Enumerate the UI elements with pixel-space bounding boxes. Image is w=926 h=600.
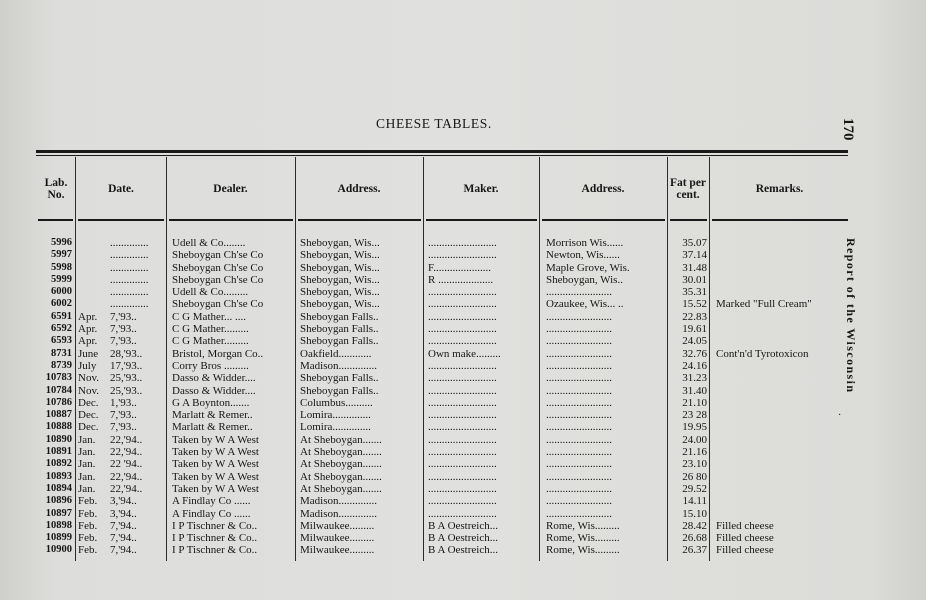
maker-cell: ......................... <box>428 421 497 434</box>
header-dealer: Dealer. <box>213 183 248 195</box>
lab-no-cell: 5996 <box>51 237 72 248</box>
fat-cell: 23 28 <box>682 409 707 422</box>
maker-address-cell: ........................ <box>546 286 612 299</box>
fat-cell: 29.52 <box>682 482 707 495</box>
lab-no-cell: 10786 <box>45 396 72 408</box>
remarks-cell: Filled cheese <box>716 519 774 532</box>
lab-no-cell: 10898 <box>45 519 72 531</box>
maker-address-cell: Ozaukee, Wis... .. <box>546 298 624 311</box>
address-cell: Sheboygan, Wis... <box>300 273 380 286</box>
lab-no-cell: 10894 <box>45 482 72 494</box>
lab-no-cell: 6002 <box>51 298 72 310</box>
day-cell: 7,'94.. <box>110 544 137 557</box>
fat-cell: 21.10 <box>682 396 707 409</box>
maker-address-cell: Rome, Wis......... <box>546 532 620 545</box>
header-date: Date. <box>108 183 134 195</box>
day-cell: 28,'93.. <box>110 347 143 360</box>
month-cell: Feb. <box>78 532 98 545</box>
dealer-cell: Taken by W A West <box>172 433 259 446</box>
table-row <box>0 421 926 433</box>
lab-no-cell: 10900 <box>45 544 72 556</box>
maker-address-cell: ........................ <box>546 482 612 495</box>
maker-address-cell: Rome, Wis......... <box>546 544 620 557</box>
table-row <box>0 372 926 384</box>
fat-cell: 26.37 <box>682 544 707 557</box>
fat-cell: 23.10 <box>682 458 707 471</box>
dealer-cell: Taken by W A West <box>172 446 259 459</box>
maker-address-cell: ........................ <box>546 495 612 508</box>
lab-no-cell: 10891 <box>45 446 72 458</box>
maker-address-cell: ........................ <box>546 359 612 372</box>
address-cell: Sheboygan Falls.. <box>300 335 379 348</box>
maker-cell: ......................... <box>428 384 497 397</box>
address-cell: Lomira.............. <box>300 409 371 422</box>
table-row <box>0 544 926 556</box>
maker-address-cell: Morrison Wis...... <box>546 237 624 249</box>
maker-cell: ......................... <box>428 298 497 311</box>
header-address: Address. <box>337 183 381 195</box>
fat-cell: 37.14 <box>682 249 707 262</box>
lab-no-cell: 10899 <box>45 532 72 544</box>
maker-address-cell: ........................ <box>546 433 612 446</box>
maker-cell: ......................... <box>428 409 497 422</box>
maker-address-cell: ........................ <box>546 409 612 422</box>
day-cell: 25,'93.. <box>110 384 143 397</box>
maker-cell: ......................... <box>428 310 497 323</box>
fat-cell: 35.31 <box>682 286 707 299</box>
day-cell: 3,'94.. <box>110 495 137 508</box>
month-cell: Jan. <box>78 482 96 495</box>
dealer-cell: Bristol, Morgan Co.. <box>172 347 264 360</box>
dealer-cell: Sheboygan Ch'se Co <box>172 249 264 262</box>
maker-address-cell: Newton, Wis...... <box>546 249 620 262</box>
lab-no-cell: 8731 <box>51 347 72 359</box>
maker-address-cell: ........................ <box>546 458 612 471</box>
table-row <box>0 385 926 397</box>
lab-no-cell: 10896 <box>45 495 72 507</box>
address-cell: At Sheboygan....... <box>300 482 382 495</box>
maker-address-cell: ........................ <box>546 372 612 385</box>
dealer-cell: I P Tischner & Co.. <box>172 544 258 557</box>
maker-address-cell: ........................ <box>546 310 612 323</box>
month-cell: Apr. <box>78 323 98 336</box>
remarks-cell: Cont'n'd Tyrotoxicon <box>716 347 809 360</box>
header-underline <box>298 219 421 221</box>
table-row <box>0 274 926 286</box>
header-underline <box>542 219 665 221</box>
dealer-cell: Sheboygan Ch'se Co <box>172 261 264 274</box>
table-row <box>0 520 926 532</box>
table-row <box>0 434 926 446</box>
address-cell: Madison.............. <box>300 359 377 372</box>
maker-cell: ......................... <box>428 495 497 508</box>
remarks-cell: Filled cheese <box>716 544 774 557</box>
address-cell: Sheboygan, Wis... <box>300 249 380 262</box>
remarks-cell: Filled cheese <box>716 532 774 545</box>
lab-no-cell: 8739 <box>51 359 72 371</box>
lab-no-cell: 6591 <box>51 310 72 322</box>
header-maker: Maker. <box>463 183 499 195</box>
table-row <box>0 458 926 470</box>
dealer-cell: Corry Bros ......... <box>172 359 249 372</box>
fat-cell: 32.76 <box>682 347 707 360</box>
header-address-2: Address. <box>581 183 625 195</box>
fat-cell: 15.52 <box>682 298 707 311</box>
address-cell: At Sheboygan....... <box>300 433 382 446</box>
dealer-cell: Taken by W A West <box>172 458 259 471</box>
header-remarks: Remarks. <box>755 183 804 195</box>
running-head: Report of the Wisconsin <box>844 238 858 394</box>
header-underline <box>426 219 537 221</box>
fat-cell: 24.00 <box>682 433 707 446</box>
day-cell: 22,'94.. <box>110 446 143 459</box>
maker-cell: ......................... <box>428 470 497 483</box>
table-row <box>0 360 926 372</box>
day-cell: 25,'93.. <box>110 372 143 385</box>
lab-no-cell: 10892 <box>45 458 72 470</box>
dealer-cell: Udell & Co......... <box>172 286 249 299</box>
table-row <box>0 483 926 495</box>
maker-cell: ......................... <box>428 446 497 459</box>
maker-address-cell: ........................ <box>546 446 612 459</box>
month-cell: Jan. <box>78 433 96 446</box>
month-cell: Jan. <box>78 446 96 459</box>
maker-cell: ......................... <box>428 237 497 249</box>
day-cell: 7,'94.. <box>110 532 137 545</box>
day-cell: .............. <box>110 249 149 262</box>
day-cell: 7,'93.. <box>110 335 137 348</box>
maker-cell: ......................... <box>428 359 497 372</box>
table-row <box>0 335 926 347</box>
top-rule-thin <box>36 155 848 156</box>
address-cell: Sheboygan, Wis... <box>300 286 380 299</box>
dealer-cell: I P Tischner & Co.. <box>172 532 258 545</box>
day-cell: 7,'93.. <box>110 421 137 434</box>
month-cell: Feb. <box>78 519 98 532</box>
month-cell: Feb. <box>78 507 98 520</box>
fat-cell: 24.05 <box>682 335 707 348</box>
month-cell: Dec. <box>78 409 99 422</box>
cheese-table-body <box>0 237 926 557</box>
day-cell: 7,'93.. <box>110 409 137 422</box>
day-cell: 1,'93.. <box>110 396 137 409</box>
fat-cell: 15.10 <box>682 507 707 520</box>
dealer-cell: Sheboygan Ch'se Co <box>172 298 264 311</box>
day-cell: 7,'94.. <box>110 519 137 532</box>
lab-no-cell: 10890 <box>45 433 72 445</box>
maker-cell: B A Oestreich... <box>428 519 498 532</box>
maker-cell: ......................... <box>428 458 497 471</box>
fat-cell: 35.07 <box>682 237 707 249</box>
maker-cell: B A Oestreich... <box>428 532 498 545</box>
day-cell: 22,'94.. <box>110 482 143 495</box>
address-cell: Milwaukee......... <box>300 519 375 532</box>
day-cell: .............. <box>110 298 149 311</box>
dealer-cell: Udell & Co........ <box>172 237 246 249</box>
dealer-cell: Sheboygan Ch'se Co <box>172 273 264 286</box>
table-row <box>0 495 926 507</box>
dealer-cell: Marlatt & Remer.. <box>172 421 253 434</box>
lab-no-cell: 5998 <box>51 261 72 273</box>
address-cell: Sheboygan Falls.. <box>300 323 379 336</box>
table-row <box>0 471 926 483</box>
fat-cell: 28.42 <box>682 519 707 532</box>
remarks-cell: Marked "Full Cream" <box>716 298 812 311</box>
month-cell: Dec. <box>78 421 99 434</box>
dealer-cell: G A Boynton....... <box>172 396 250 409</box>
address-cell: Sheboygan Falls.. <box>300 372 379 385</box>
dealer-cell: Taken by W A West <box>172 482 259 495</box>
fat-cell: 21.16 <box>682 446 707 459</box>
stray-mark: · <box>838 410 842 421</box>
address-cell: At Sheboygan....... <box>300 458 382 471</box>
lab-no-cell: 10783 <box>45 372 72 384</box>
lab-no-cell: 10887 <box>45 409 72 421</box>
dealer-cell: Taken by W A West <box>172 470 259 483</box>
month-cell: Dec. <box>78 396 99 409</box>
fat-cell: 24.16 <box>682 359 707 372</box>
dealer-cell: C G Mather... .... <box>172 310 246 323</box>
maker-address-cell: ........................ <box>546 347 612 360</box>
address-cell: Sheboygan, Wis... <box>300 261 380 274</box>
month-cell: Jan. <box>78 470 96 483</box>
fat-cell: 26.68 <box>682 532 707 545</box>
month-cell: Nov. <box>78 372 99 385</box>
lab-no-cell: 5999 <box>51 273 72 285</box>
dealer-cell: A Findlay Co ...... <box>172 495 251 508</box>
maker-cell: ......................... <box>428 433 497 446</box>
lab-no-cell: 10784 <box>45 384 72 396</box>
lab-no-cell: 10893 <box>45 470 72 482</box>
month-cell: Feb. <box>78 544 98 557</box>
maker-cell: ......................... <box>428 323 497 336</box>
address-cell: Milwaukee......... <box>300 532 375 545</box>
maker-address-cell: Maple Grove, Wis. <box>546 261 630 274</box>
table-row <box>0 249 926 261</box>
address-cell: Madison.............. <box>300 507 377 520</box>
maker-address-cell: ........................ <box>546 335 612 348</box>
fat-cell: 31.48 <box>682 261 707 274</box>
day-cell: .............. <box>110 261 149 274</box>
maker-cell: ......................... <box>428 507 497 520</box>
fat-cell: 31.40 <box>682 384 707 397</box>
month-cell: Apr. <box>78 335 98 348</box>
lab-no-cell: 6592 <box>51 323 72 335</box>
table-row <box>0 532 926 544</box>
header-fat-per-cent: Fat per cent. <box>669 177 707 201</box>
maker-cell: B A Oestreich... <box>428 544 498 557</box>
maker-cell: ......................... <box>428 249 497 262</box>
address-cell: At Sheboygan....... <box>300 446 382 459</box>
table-row <box>0 508 926 520</box>
month-cell: Feb. <box>78 495 98 508</box>
month-cell: Jan. <box>78 458 96 471</box>
maker-cell: R .................... <box>428 273 494 286</box>
header-lab-no: Lab. No. <box>44 177 68 201</box>
maker-cell: ......................... <box>428 372 497 385</box>
day-cell: 22,'94.. <box>110 470 143 483</box>
fat-cell: 14.11 <box>682 495 707 508</box>
month-cell: Nov. <box>78 384 99 397</box>
header-underline <box>712 219 848 221</box>
table-row <box>0 311 926 323</box>
month-cell: June <box>78 347 99 360</box>
maker-address-cell: Rome, Wis......... <box>546 519 620 532</box>
page-number: 170 <box>840 118 856 141</box>
lab-no-cell: 5997 <box>51 249 72 261</box>
dealer-cell: Marlatt & Remer.. <box>172 409 253 422</box>
address-cell: Milwaukee......... <box>300 544 375 557</box>
maker-address-cell: Sheboygan, Wis.. <box>546 273 623 286</box>
lab-no-cell: 6000 <box>51 286 72 298</box>
fat-cell: 19.61 <box>682 323 707 336</box>
maker-cell: ......................... <box>428 396 497 409</box>
fat-cell: 19.95 <box>682 421 707 434</box>
day-cell: 7,'93.. <box>110 310 137 323</box>
table-row <box>0 409 926 421</box>
table-row <box>0 348 926 360</box>
header-underline <box>169 219 293 221</box>
table-row <box>0 237 926 249</box>
address-cell: At Sheboygan....... <box>300 470 382 483</box>
address-cell: Columbus.......... <box>300 396 373 409</box>
table-row <box>0 397 926 409</box>
header-underline <box>670 219 707 221</box>
fat-cell: 30.01 <box>682 273 707 286</box>
month-cell: Apr. <box>78 310 98 323</box>
month-cell: July <box>78 359 97 372</box>
top-rule-thick <box>36 150 848 153</box>
address-cell: Sheboygan, Wis... <box>300 237 380 249</box>
dealer-cell: I P Tischner & Co.. <box>172 519 258 532</box>
table-row <box>0 262 926 274</box>
maker-cell: Own make......... <box>428 347 501 360</box>
address-cell: Sheboygan Falls.. <box>300 310 379 323</box>
maker-cell: F..................... <box>428 261 491 274</box>
day-cell: 3,'94.. <box>110 507 137 520</box>
maker-cell: ......................... <box>428 286 497 299</box>
day-cell: .............. <box>110 286 149 299</box>
dealer-cell: Dasso & Widder.... <box>172 384 256 397</box>
day-cell: .............. <box>110 273 149 286</box>
table-row <box>0 298 926 310</box>
dealer-cell: Dasso & Widder.... <box>172 372 256 385</box>
maker-address-cell: ........................ <box>546 384 612 397</box>
fat-cell: 26 80 <box>682 470 707 483</box>
day-cell: .............. <box>110 237 149 249</box>
table-row <box>0 446 926 458</box>
address-cell: Sheboygan Falls.. <box>300 384 379 397</box>
header-underline <box>78 219 164 221</box>
fat-cell: 31.23 <box>682 372 707 385</box>
day-cell: 7,'93.. <box>110 323 137 336</box>
lab-no-cell: 10888 <box>45 421 72 433</box>
maker-address-cell: ........................ <box>546 507 612 520</box>
maker-cell: ......................... <box>428 335 497 348</box>
page-title: CHEESE TABLES. <box>376 116 492 131</box>
address-cell: Madison.............. <box>300 495 377 508</box>
day-cell: 22,'94.. <box>110 433 143 446</box>
table-row <box>0 323 926 335</box>
maker-address-cell: ........................ <box>546 323 612 336</box>
day-cell: 22 '94.. <box>110 458 143 471</box>
address-cell: Lomira.............. <box>300 421 371 434</box>
table-row <box>0 286 926 298</box>
lab-no-cell: 6593 <box>51 335 72 347</box>
maker-address-cell: ........................ <box>546 396 612 409</box>
header-underline <box>38 219 73 221</box>
maker-cell: ......................... <box>428 482 497 495</box>
dealer-cell: C G Mather......... <box>172 335 249 348</box>
dealer-cell: A Findlay Co ...... <box>172 507 251 520</box>
maker-address-cell: ........................ <box>546 421 612 434</box>
address-cell: Oakfield............ <box>300 347 372 360</box>
day-cell: 17,'93.. <box>110 359 143 372</box>
address-cell: Sheboygan, Wis... <box>300 298 380 311</box>
dealer-cell: C G Mather......... <box>172 323 249 336</box>
lab-no-cell: 10897 <box>45 507 72 519</box>
fat-cell: 22.83 <box>682 310 707 323</box>
maker-address-cell: ........................ <box>546 470 612 483</box>
